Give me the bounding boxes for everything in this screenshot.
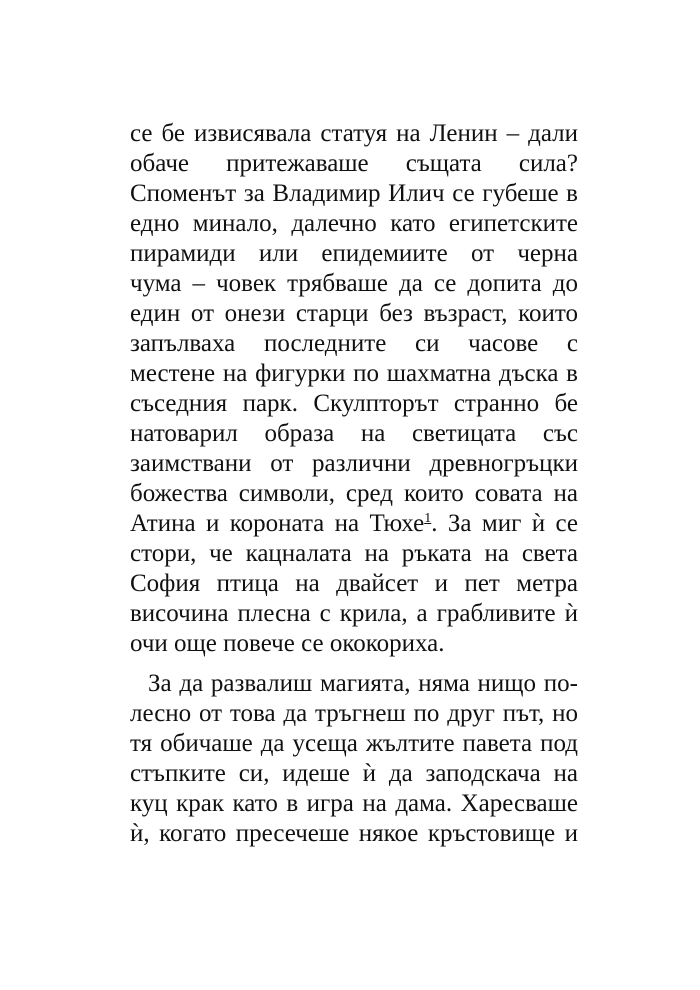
text-line: обаче притежаваше същата сила? [130, 150, 578, 177]
footnote-marker[interactable]: 1 [424, 511, 432, 526]
text-line: куц крак като в игра на дама. Харесваше [130, 790, 578, 817]
text-line: заимствани от различни древногръцки [130, 450, 578, 477]
paragraph-2 [130, 669, 578, 849]
text-line-with-footnote [130, 509, 578, 539]
text-line: запълваха последните си часове с [130, 330, 578, 357]
text-line: местене на фигурки по шахматна дъска в [130, 360, 578, 387]
text-line: София птица на двайсет и пет метра [130, 570, 578, 597]
text-line: лесно от това да тръгнеш по друг път, но [130, 700, 578, 727]
text-line: божества символи, сред които совата на [130, 480, 578, 507]
text-line: Споменът за Владимир Илич се губеше в [130, 180, 578, 207]
text-line: ѝ, когато пресечеше някое кръстовище и [130, 820, 578, 847]
text-line: височина плесна с крила, а грабливите ѝ [130, 600, 578, 627]
text-line: едно минало, далечно като египетските [130, 210, 578, 237]
text-line: очи още повече се ококориха. [130, 630, 445, 657]
paragraph-1 [130, 119, 578, 659]
text-line: За да развалиш магията, няма нищо по- [148, 670, 578, 697]
text-line: се бе извисявала статуя на Ленин – дали [130, 120, 578, 147]
text-line: съседния парк. Скулпторът странно бе [130, 390, 578, 417]
text-line: натоварил образа на светицата със [130, 420, 578, 447]
book-page [130, 119, 578, 849]
text-line: тя обичаше да усеща жълтите павета под [130, 730, 578, 757]
text-line: чума – човек трябваше да се допита до [130, 270, 578, 297]
paragraph-gap [130, 659, 578, 669]
text-fragment: . За миг ѝ се [431, 510, 578, 537]
text-line: пирамиди или епидемиите от черна [130, 240, 578, 267]
text-fragment: Атина и короната на Тюхе [130, 510, 425, 537]
text-line: стъпките си, идеше ѝ да заподскача на [130, 760, 578, 787]
text-line: стори, че кацналата на ръката на света [130, 540, 578, 567]
text-line: един от онези старци без възраст, които [130, 300, 578, 327]
